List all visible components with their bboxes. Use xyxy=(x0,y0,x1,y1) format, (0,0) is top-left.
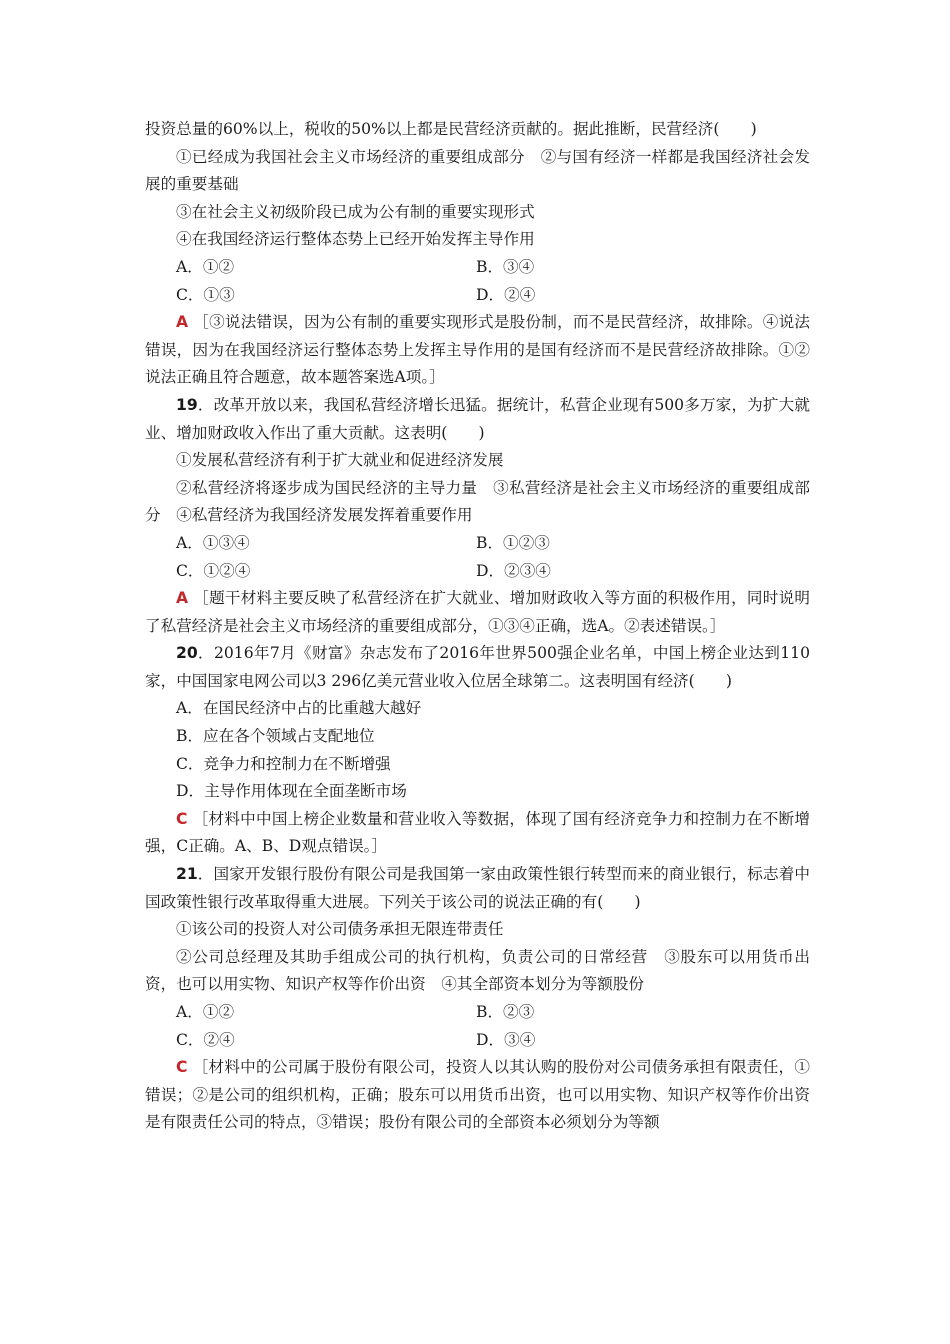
q21-option-d: D．③④ xyxy=(476,1030,536,1049)
q18-option-a: A．①② xyxy=(176,257,235,276)
q18-options-row-2 xyxy=(145,282,810,310)
q19-text: ．改革开放以来，我国私营经济增长迅猛。据统计，私营企业现有500多万家，为扩大就业、增加财政收入作出了重大贡献。这表明( ) xyxy=(145,395,810,442)
q18-statement-3: ③在社会主义初级阶段已成为公有制的重要实现形式 xyxy=(176,202,535,221)
q19-options-row-2 xyxy=(145,558,810,586)
q18-statement-1-2: ①已经成为我国社会主义市场经济的重要组成部分 ②与国有经济一样都是我国经济社会发展的重要基础 xyxy=(145,147,810,194)
q20-text: ．2016年7月《财富》杂志发布了2016年世界500强企业名单，中国上榜企业达到110家，中国国家电网公司以3 296亿美元营业收入位居全球第二。这表明国有经济( ) xyxy=(145,644,810,690)
q21-statement-1: ①该公司的投资人对公司债务承担无限连带责任 xyxy=(176,920,504,939)
q19-option-b: B．①②③ xyxy=(476,533,550,552)
q19-statement-2-4: ②私营经济将逐步成为国民经济的主导力量 ③私营经济是社会主义市场经济的重要组成部分 ④私营经济为我国经济发展发挥着重要作用 xyxy=(145,478,810,525)
q19-answer xyxy=(145,585,810,640)
q20-option-d: D．主导作用体现在全面垄断市场 xyxy=(176,782,407,801)
q19-number: 19 xyxy=(176,395,198,414)
q21-answer xyxy=(145,1054,810,1137)
q21-explanation: ［材料中的公司属于股份有限公司，投资人以其认购的股份对公司债务承担有限责任，①错误；②是公司的组织机构，正确；股东可以用货币出资，也可以用实物、知识产权等作价出资是有限责任公司的特点，③错误；股份有限公司的全部资本必须划分为等额 xyxy=(145,1058,810,1132)
q18-answer xyxy=(145,309,810,392)
document-page xyxy=(145,116,810,1137)
q21-statement-2-4: ②公司总经理及其助手组成公司的执行机构，负责公司的日常经营 ③股东可以用货币出资，也可以用实物、知识产权等作价出资 ④其全部资本划分为等额股份 xyxy=(145,947,810,994)
q19-option-d: D．②③④ xyxy=(476,561,551,580)
q21-option-b: B．②③ xyxy=(476,1003,535,1021)
q20-option-a: A．在国民经济中占的比重越大越好 xyxy=(176,699,422,718)
q20-answer xyxy=(145,806,810,861)
q21-stem xyxy=(145,861,810,916)
q21-options-row-2 xyxy=(145,1027,810,1055)
q18-explanation: ［③说法错误，因为公有制的重要实现形式是股份制，而不是民营经济，故排除。④说法错误，因为在我国经济运行整体态势上发挥主导作用的是国有经济而不是民营经济故排除。①②说法正确且符合题意，故本题答案选A项。］ xyxy=(145,313,810,387)
q18-option-d: D．②④ xyxy=(476,285,536,304)
q20-answer-letter: C xyxy=(176,809,188,828)
q20-option-c: C．竞争力和控制力在不断增强 xyxy=(176,754,391,773)
q19-options-row-1 xyxy=(145,530,810,558)
q18-answer-letter: A xyxy=(176,313,189,332)
q18-statement-4: ④在我国经济运行整体态势上已经开始发挥主导作用 xyxy=(176,230,535,249)
q18-option-b: B．③④ xyxy=(476,257,535,276)
q21-answer-letter: C xyxy=(176,1058,188,1077)
q21-option-a: A．①② xyxy=(176,1003,235,1021)
q21-text: ．国家开发银行股份有限公司是我国第一家由政策性银行转型而来的商业银行，标志着中国政策性银行改革取得重大进展。下列关于该公司的说法正确的有( ) xyxy=(145,865,810,911)
q19-stem xyxy=(145,392,810,447)
q18-options-row-1 xyxy=(145,254,810,282)
q20-explanation: ［材料中中国上榜企业数量和营业收入等数据，体现了国有经济竞争力和控制力在不断增强，C正确。A、B、D观点错误。］ xyxy=(145,809,810,856)
q18-stem-tail: 投资总量的60%以上，税收的50%以上都是民营经济贡献的。据此推断，民营经济( ) xyxy=(145,120,757,138)
q19-statement-1: ①发展私营经济有利于扩大就业和促进经济发展 xyxy=(176,451,504,470)
q20-option-b: B．应在各个领域占支配地位 xyxy=(176,727,375,746)
q20-stem xyxy=(145,640,810,695)
q19-explanation: ［题干材料主要反映了私营经济在扩大就业、增加财政收入等方面的积极作用，同时说明了私营经济是社会主义市场经济的重要组成部分，①③④正确，选A。②表述错误。］ xyxy=(145,589,810,635)
q19-option-c: C．①②④ xyxy=(176,561,251,580)
q21-options-row-1 xyxy=(145,999,810,1027)
q18-option-c: C．①③ xyxy=(176,285,235,304)
q21-number: 21 xyxy=(176,865,198,884)
q21-option-c: C．②④ xyxy=(176,1030,235,1049)
q19-answer-letter: A xyxy=(176,589,189,608)
q20-number: 20 xyxy=(176,644,198,663)
q19-option-a: A．①③④ xyxy=(176,533,250,552)
